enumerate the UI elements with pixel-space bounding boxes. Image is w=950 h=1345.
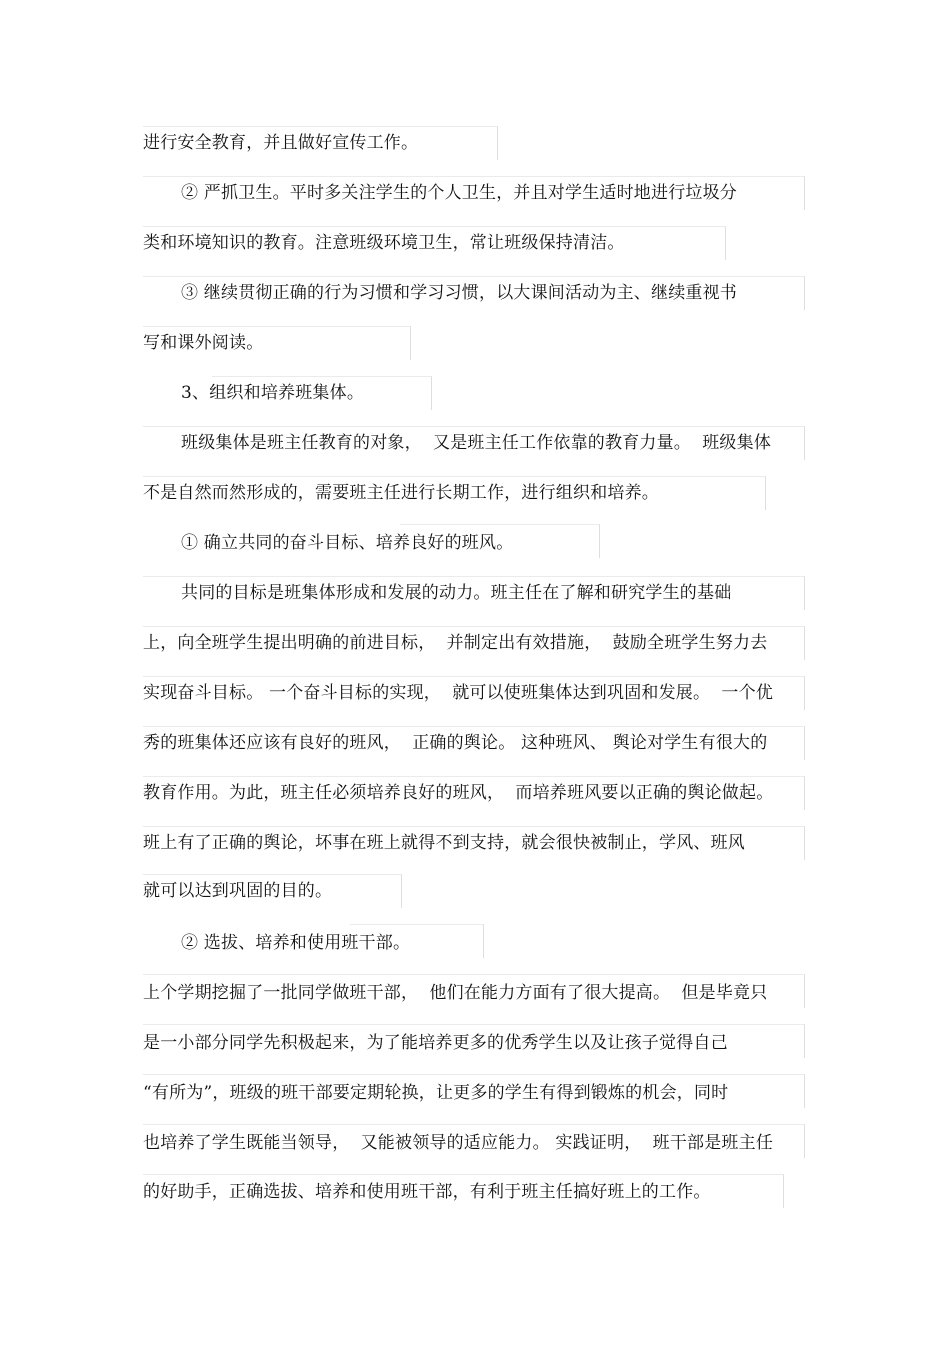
list-item-cadres: ② 选拔、培养和使用班干部。 [181, 933, 411, 953]
paragraph-line: 上个学期挖掘了一批同学做班干部， 他们在能力方面有了很大提高。 但是毕竟只 [143, 983, 768, 1003]
section-heading: 3、组织和培养班集体。 [181, 383, 365, 403]
paragraph-line: 共同的目标是班集体形成和发展的动力。班主任在了解和研究学生的基础 [181, 583, 732, 603]
paragraph-line: 班级集体是班主任教育的对象， 又是班主任工作依靠的教育力量。 班级集体 [181, 433, 772, 453]
paragraph-line: 进行安全教育，并且做好宣传工作。 [143, 133, 419, 153]
list-item-hygiene: ② 严抓卫生。平时多关注学生的个人卫生，并且对学生适时地进行垃圾分 [181, 183, 738, 203]
paragraph-line: 就可以达到巩固的目的。 [143, 881, 333, 901]
paragraph-line: 教育作用。为此，班主任必须培养良好的班风， 而培养班风要以正确的舆论做起。 [143, 783, 774, 803]
paragraph-line: 班上有了正确的舆论，坏事在班上就得不到支持，就会很快被制止，学风、班风 [143, 833, 745, 853]
list-item-goals: ① 确立共同的奋斗目标、培养良好的班风。 [181, 533, 514, 553]
paragraph-line: 写和课外阅读。 [143, 333, 264, 353]
paragraph-line: 实现奋斗目标。 一个奋斗目标的实现， 就可以使班集体达到巩固和发展。 一个优 [143, 683, 774, 703]
paragraph-line: “有所为”，班级的班干部要定期轮换，让更多的学生有得到锻炼的机会，同时 [143, 1083, 729, 1103]
paragraph-line: 的好助手，正确选拔、培养和使用班干部，有利于班主任搞好班上的工作。 [143, 1182, 711, 1202]
paragraph-line: 也培养了学生既能当领导， 又能被领导的适应能力。 实践证明， 班干部是班主任 [143, 1133, 774, 1153]
paragraph-line: 秀的班集体还应该有良好的班风， 正确的舆论。 这种班风、 舆论对学生有很大的 [143, 733, 768, 753]
paragraph-line: 上，向全班学生提出明确的前进目标， 并制定出有效措施， 鼓励全班学生努力去 [143, 633, 768, 653]
paragraph-line: 类和环境知识的教育。注意班级环境卫生，常让班级保持清洁。 [143, 233, 625, 253]
paragraph-line: 是一小部分同学先积极起来，为了能培养更多的优秀学生以及让孩子觉得自己 [143, 1033, 728, 1053]
list-item-habits: ③ 继续贯彻正确的行为习惯和学习习惯，以大课间活动为主、继续重视书 [181, 283, 738, 303]
paragraph-line: 不是自然而然形成的，需要班主任进行长期工作，进行组织和培养。 [143, 483, 659, 503]
